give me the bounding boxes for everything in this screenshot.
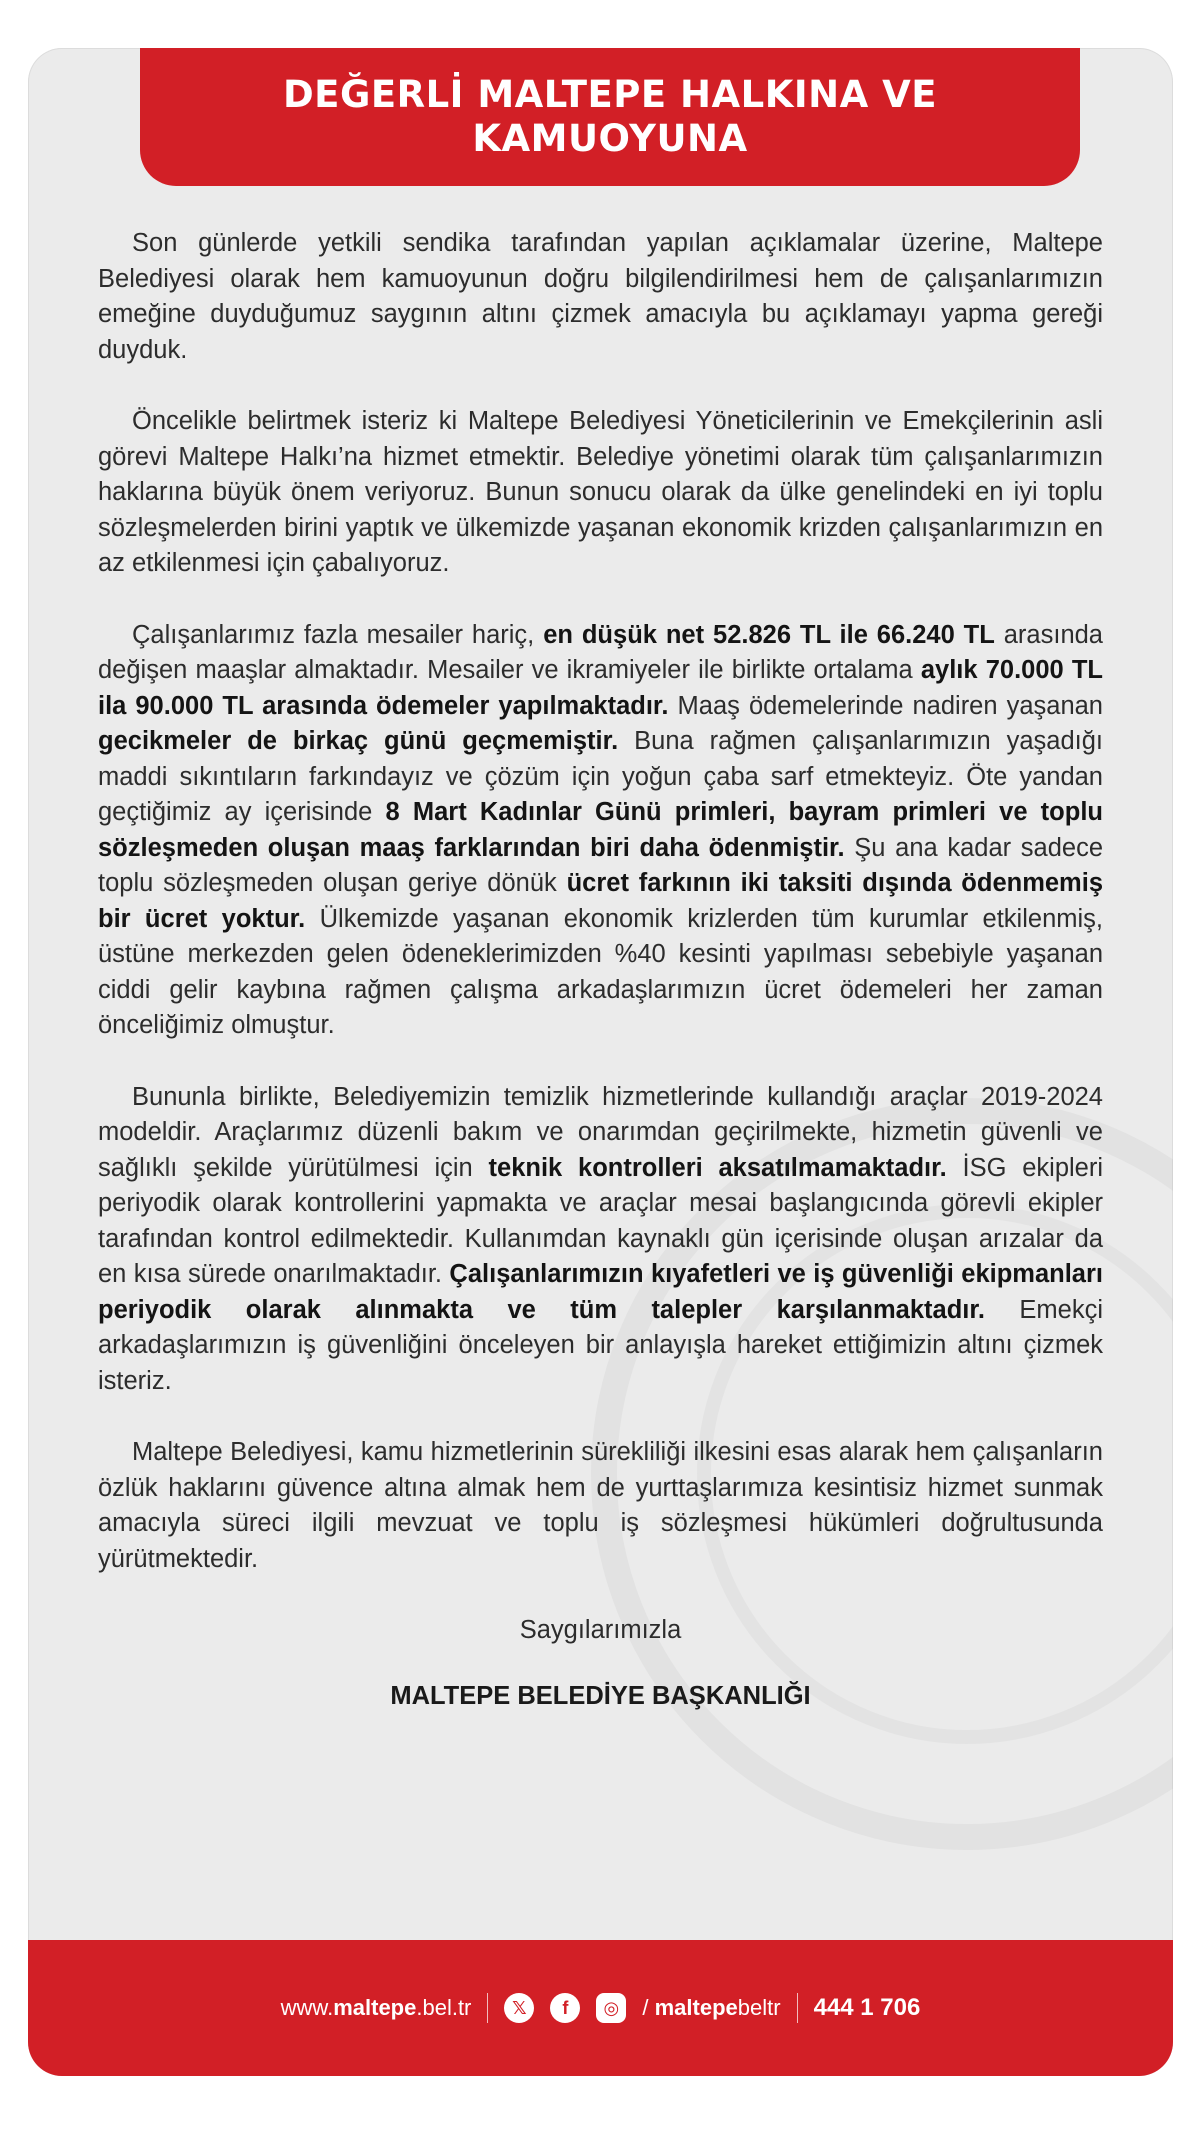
bold-segment: gecikmeler de birkaç günü geçmemiştir.: [98, 727, 619, 755]
text-segment: Emekçi arkadaşlarımızın iş güvenliğini önceleyen bir anlayışla hareket ettiğimizin altını çizmek isteriz.: [98, 1295, 1104, 1395]
divider: [797, 1993, 798, 2023]
social-handle[interactable]: [642, 1995, 780, 2021]
instagram-icon[interactable]: ◎: [596, 1993, 626, 2023]
text-segment: Buna rağmen çalışanlarımızın yaşadığı maddi sıkıntıların farkındayız ve çözüm için yoğun çaba sarf etmekteyiz. Öte yandan geçtiğimiz ay içerisinde: [98, 727, 1103, 826]
website-suffix: .bel.tr: [416, 1995, 472, 2020]
announcement-card: [28, 48, 1173, 2076]
bold-segment: teknik kontrolleri aksatılmamaktadır.: [488, 1153, 947, 1182]
handle-suffix: beltr: [737, 1995, 781, 2020]
text-segment: Ülkemizde yaşanan ekonomik krizlerden tüm kurumlar etkilenmiş, üstüne merkezden gelen ödeneklerimizden %40 kesinti yapılması sebebiyle yaşanan ciddi gelir kaybına rağmen çalışma arkadaşlarımızın ücret ödemeleri her zaman önceliğimiz olmuştur.: [98, 904, 1103, 1039]
divider: [487, 1993, 488, 2023]
text-segment: Bununla birlikte, Belediyemizin temizlik hizmetlerinde kullandığı araçlar 2019-2024 modeldir. Araçlarımız düzenli bakım ve onarımdan geçirilmekte, hizmetin güvenli ve sağlıklı şekilde yürütülmesi için: [98, 1082, 1103, 1182]
title-banner: [140, 48, 1080, 186]
paragraph-1: Son günlerde yetkili sendika tarafından yapılan açıklamalar üzerine, Maltepe Belediyesi olarak hem kamuoyunun doğru bilgilendirilmesi hem de çalışanlarımızın emeğine duyduğumuz saygının altını çizmek amacıyla bu açıklamayı yapma gereği duyduk.: [98, 229, 1103, 364]
signature: MALTEPE BELEDİYE BAŞKANLIĞI: [390, 1681, 811, 1710]
bold-segment: 8 Mart Kadınlar Günü primleri, bayram primleri ve toplu sözleşmeden oluşan maaş farklarından biri daha ödenmiştir.: [98, 798, 1103, 862]
footer-bar: [28, 1940, 1173, 2076]
website-name: maltepe: [333, 1995, 417, 2020]
text-segment: Şu ana kadar sadece toplu sözleşmeden oluşan geriye dönük: [98, 833, 1103, 897]
x-icon[interactable]: 𝕏: [504, 1993, 534, 2023]
website-prefix: www.: [280, 1995, 334, 2020]
paragraph-5: Maltepe Belediyesi, kamu hizmetlerinin sürekliliği ilkesini esas alarak hem çalışanların özlük haklarını güvence altına almak hem de yurttaşlarımıza kesintisiz hizmet sunmak amacıyla süreci ilgili mevzuat ve toplu iş sözleşmesi hükümleri doğrultusunda yürütmektedir.: [98, 1438, 1103, 1573]
page-title: DEĞERLİ MALTEPE HALKINA VE KAMUOYUNA: [282, 73, 938, 160]
paragraph-3: [98, 618, 1103, 1044]
phone-number[interactable]: 444 1 706: [813, 1994, 921, 2021]
handle-prefix: /: [642, 1995, 655, 2020]
paragraph-2: Öncelikle belirtmek isteriz ki Maltepe Belediyesi Yöneticilerinin ve Emekçilerinin asli görevi Maltepe Halkı’na hizmet etmektir. Belediye yönetimi olarak tüm çalışanlarımızın haklarına büyük önem veriyoruz. Bunun sonucu olarak da ülke genelindeki en iyi toplu sözleşmelerden birini yaptık ve ülkemizde yaşanan ekonomik krizden çalışanlarımızın en az etkilenmesi için çabalıyoruz.: [98, 407, 1103, 577]
bold-segment: en düşük net 52.826 TL ile 66.240 TL: [543, 620, 995, 649]
text-segment: arasında değişen maaşlar almaktadır. Mesailer ve ikramiyeler ile birlikte ortalama: [98, 620, 1103, 684]
facebook-icon[interactable]: f: [550, 1993, 580, 2023]
bold-segment: aylık 70.000 TL ila 90.000 TL arasında ödemeler yapılmaktadır.: [98, 656, 1103, 720]
handle-name: maltepe: [654, 1995, 738, 2020]
website-link[interactable]: [281, 1995, 472, 2021]
closing-text: Saygılarımızla: [519, 1616, 682, 1644]
bold-segment: Çalışanlarımızın kıyafetleri ve iş güvenliği ekipmanları periyodik olarak alınmakta ve tüm talepler karşılanmaktadır.: [98, 1260, 1103, 1324]
bold-segment: ücret farkının iki taksiti dışında ödenmemiş bir ücret yoktur.: [98, 869, 1104, 933]
paragraph-4: [98, 1080, 1103, 1400]
text-segment: İSG ekipleri periyodik olarak kontrollerini yapmakta ve araçlar mesai başlangıcında görevli ekipler tarafından kontrol edilmektedir. Kullanımdan kaynaklı gün içerisinde oluşan arızalar da en kısa sürede onarılmaktadır.: [98, 1153, 1104, 1288]
text-segment: Çalışanlarımız fazla mesailer hariç,: [132, 620, 544, 649]
statement-body: [98, 226, 1103, 1714]
text-segment: Maaş ödemelerinde nadiren yaşanan: [668, 691, 1103, 720]
